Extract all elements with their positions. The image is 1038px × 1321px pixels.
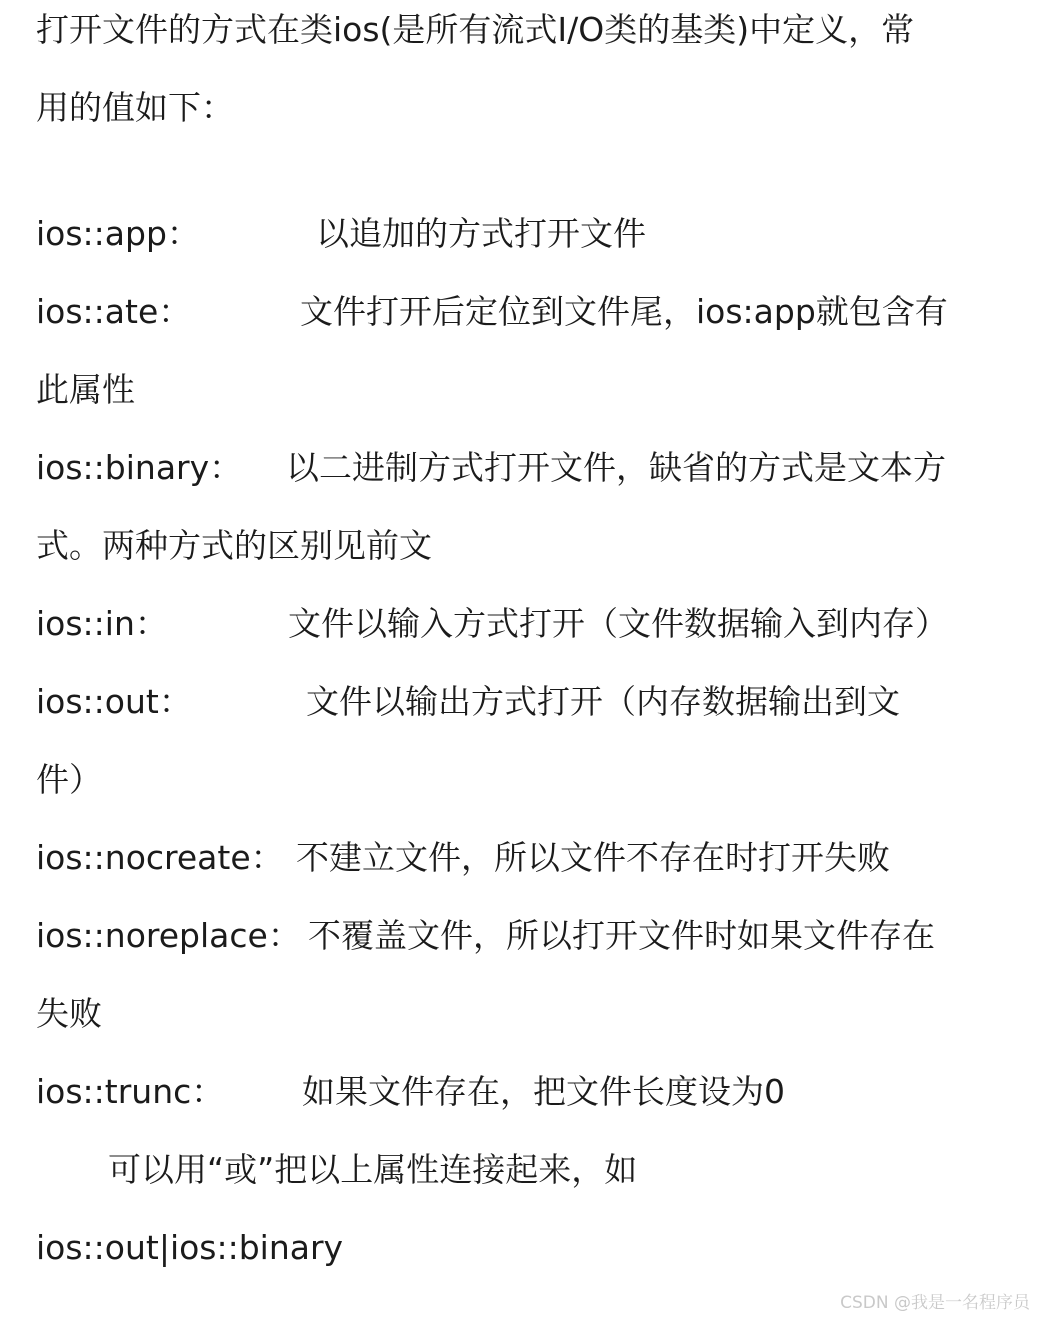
entry-trunc-desc: 如果文件存在，把文件长度设为0 [302,1072,785,1111]
entry-ate-desc: 文件打开后定位到文件尾，ios:app就包含有 [300,292,948,331]
entry-binary-continuation: 式。两种方式的区别见前文 [36,526,432,565]
entry-binary-desc: 以二进制方式打开文件，缺省的方式是文本方 [286,448,946,487]
closing-line-1: 可以用“或”把以上属性连接起来，如 [108,1150,638,1189]
entry-ate-key: ios::ate： [36,292,192,331]
intro-line-1: 打开文件的方式在类ios(是所有流式I/O类的基类)中定义，常 [36,10,915,49]
entry-noreplace-key: ios::noreplace： [36,916,301,955]
entry-in-key: ios::in： [36,604,168,643]
entry-out-desc: 文件以输出方式打开（内存数据输出到文 [306,682,900,721]
watermark: CSDN @我是一名程序员 [840,1293,1030,1313]
entry-trunc-key: ios::trunc： [36,1072,225,1111]
entry-app-key: ios::app： [36,214,200,253]
entry-ate-continuation: 此属性 [36,370,135,409]
entry-out-continuation: 件） [36,760,102,799]
entry-out-key: ios::out： [36,682,192,721]
closing-line-2: ios::out|ios::binary [36,1228,344,1267]
entry-noreplace-desc: 不覆盖文件，所以打开文件时如果文件存在 [308,916,935,955]
intro-line-2: 用的值如下： [36,88,234,127]
entry-binary-key: ios::binary： [36,448,243,487]
entry-nocreate-desc: 不建立文件，所以文件不存在时打开失败 [296,838,890,877]
entry-noreplace-continuation: 失败 [36,994,102,1033]
entry-in-desc: 文件以输入方式打开（文件数据输入到内存） [288,604,948,643]
entry-app-desc: 以追加的方式打开文件 [316,214,646,253]
entry-nocreate-key: ios::nocreate： [36,838,284,877]
